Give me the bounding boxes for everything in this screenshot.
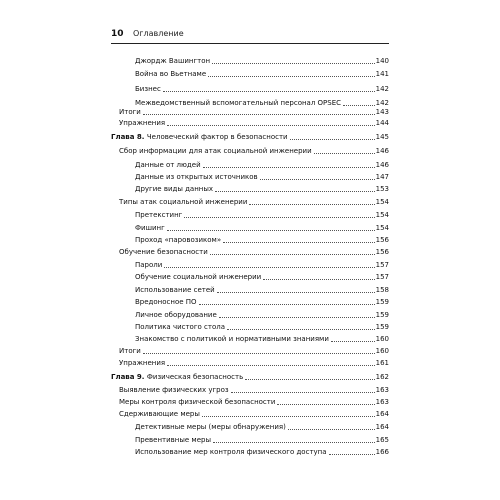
toc-entry [135,309,389,320]
toc-title-text: Данные от людей [135,161,201,169]
toc-entry [135,421,389,432]
toc-entry [119,196,389,207]
toc-entry [119,408,389,419]
toc-page-number: 164 [375,410,389,418]
toc-entry-title [119,409,200,419]
dot-leader [213,441,375,443]
dot-leader [143,352,375,354]
dot-leader [231,391,375,393]
toc-entry [119,246,389,257]
dot-leader [245,378,374,380]
toc-page-number: 156 [375,248,389,256]
toc-page-number: 146 [375,161,389,169]
toc-title-text: Использование сетей [135,286,215,294]
toc-entry [119,357,389,368]
dot-leader [249,203,374,205]
toc-entry-title [135,56,210,66]
toc-page-number: 159 [375,311,389,319]
dot-leader [290,138,375,140]
toc-title-text: Бизнес [135,85,161,93]
toc-entry-title [119,247,208,257]
toc-entry [135,68,389,79]
toc-page-number: 143 [375,108,389,116]
toc-entry [119,345,389,356]
dot-leader [167,229,375,231]
dot-leader [227,328,375,330]
dot-leader [202,415,375,417]
toc-page-number: 160 [375,347,389,355]
toc-page-number: 163 [375,398,389,406]
toc-page-number: 146 [375,147,389,155]
toc-entry [135,296,389,307]
toc-entry [135,284,389,295]
toc-page-number: 153 [375,185,389,193]
toc-title-text: Детективные меры (меры обнаружения) [135,423,286,431]
toc-entry [119,396,389,407]
dot-leader [314,152,375,154]
chapter-label: Глава 9. [111,373,145,381]
dot-leader [208,75,375,77]
toc-page-number: 154 [375,224,389,232]
toc-entry-title [135,297,197,307]
toc-page-number: 156 [375,236,389,244]
toc-page-number: 157 [375,261,389,269]
toc-title-text: Данные из открытых источников [135,173,258,181]
toc-entry [135,171,389,182]
dot-leader [143,113,375,115]
toc-title-text: Выявление физических угроз [119,386,229,394]
toc-page-number: 147 [375,173,389,181]
dot-leader [277,403,374,405]
dot-leader [167,124,375,126]
dot-leader [184,216,374,218]
toc-page-number: 142 [375,85,389,93]
toc-page-number: 163 [375,386,389,394]
toc-title-text: Типы атак социальной инженерии [119,198,248,206]
section-title: Оглавление [133,29,184,38]
toc-entry-title [135,223,165,233]
dot-leader [288,428,375,430]
toc-entry-title [135,422,286,432]
toc-page-number: 162 [375,373,389,381]
toc-entry [135,183,389,194]
page-number: 10 [111,29,124,39]
dot-leader [219,316,375,318]
toc-entry-title [135,447,327,457]
toc-entry [135,234,389,245]
toc-title-text: Проход «паровозиком» [135,236,222,244]
toc-title-text: Война во Вьетнаме [135,70,207,78]
toc-page-number: 154 [375,211,389,219]
toc-page-number: 145 [375,133,389,141]
toc-title-text: Физическая безопасность [146,373,244,381]
toc-title-text: Упражнения [119,119,166,127]
toc-entry-title [135,285,215,295]
toc-entry-title [135,272,261,282]
toc-entry [119,117,389,128]
toc-page-number: 161 [375,359,389,367]
toc-page-number: 166 [375,448,389,456]
toc-page-number: 142 [375,99,389,107]
toc-entry-title [135,84,161,94]
toc-entry-title [135,210,182,220]
toc-entry-title [119,107,141,117]
dot-leader [331,340,375,342]
toc-page-number: 144 [375,119,389,127]
dot-leader [263,278,374,280]
dot-leader [212,62,375,64]
toc-page-number: 159 [375,323,389,331]
dot-leader [163,90,375,92]
dot-leader [260,178,375,180]
toc-page-number: 141 [375,70,389,78]
toc-entry-title [119,358,165,368]
toc-entry-title [135,260,162,270]
toc-title-text: Вредоносное ПО [135,298,197,306]
toc-entry-title [119,118,165,128]
toc-title-text: Знакомство с политикой и нормативными знаниями [135,335,329,343]
toc-entry [119,106,389,117]
toc-entry [135,259,389,270]
toc-title-text: Другие виды данных [135,185,214,193]
toc-title-text: Сдерживающие меры [119,410,200,418]
toc-page-number: 159 [375,298,389,306]
dot-leader [210,253,375,255]
toc-title-text: Политика чистого стола [135,323,225,331]
toc-title-text: Упражнения [119,359,166,367]
toc-entry [119,384,389,395]
toc-page-number: 140 [375,57,389,65]
dot-leader [167,364,375,366]
toc-page-number: 157 [375,273,389,281]
dot-leader [199,303,375,305]
toc-entry [135,159,389,170]
toc-title-text: Фишинг [135,224,165,232]
toc-title-text: Личное оборудование [135,311,217,319]
toc-title-text: Итоги [119,108,141,116]
dot-leader [203,166,375,168]
dot-leader [329,453,375,455]
toc-entry-title [119,346,141,356]
toc-entry [135,83,389,94]
toc-title-text: Человеческий фактор в безопасности [146,133,288,141]
toc-title-text: Итоги [119,347,141,355]
toc-entry [135,446,389,457]
dot-leader [164,266,374,268]
toc-entry-title [135,322,225,332]
toc-entry-title [135,184,213,194]
toc-page-number: 158 [375,286,389,294]
toc-entry-title [135,435,211,445]
toc-chapter [111,371,389,382]
toc-entry-title [119,385,229,395]
toc-title-text: Обучение безопасности [119,248,208,256]
toc-entry-title [135,160,201,170]
dot-leader [217,291,375,293]
toc-entry [135,333,389,344]
toc-page-number: 160 [375,335,389,343]
toc-title-text: Претекстинг [135,211,183,219]
toc-entry-title [135,334,329,344]
toc-title-text: Меры контроля физической безопасности [119,398,276,406]
toc-title-text: Сбор информации для атак социальной инженерии [119,147,312,155]
toc-entry [135,271,389,282]
toc-entry [135,55,389,66]
chapter-label: Глава 8. [111,133,145,141]
dot-leader [223,241,375,243]
toc-entry-title [111,132,288,142]
toc-entry [135,321,389,332]
toc-chapter [111,131,389,142]
toc-entry-title [119,197,247,207]
toc-entry-title [135,310,217,320]
toc-entry [119,145,389,156]
toc-entry-title [135,235,221,245]
toc-title-text: Превентивные меры [135,436,211,444]
toc-entry [135,222,389,233]
toc-entry-title [111,372,243,382]
toc-entry-title [135,172,258,182]
toc-page-number: 165 [375,436,389,444]
toc-entry [135,209,389,220]
toc-entry [135,434,389,445]
toc-title-text: Обучение социальной инженерии [135,273,262,281]
toc-page-number: 154 [375,198,389,206]
toc-entry-title [119,146,312,156]
dot-leader [215,190,375,192]
toc-title-text: Джордж Вашингтон [135,57,211,65]
toc-entry-title [119,397,275,407]
toc-page-number: 164 [375,423,389,431]
toc-title-text: Межведомственный вспомогательный персонал OPSEC [135,99,342,107]
toc-title-text: Пароли [135,261,163,269]
toc-title-text: Использование мер контроля физического доступа [135,448,327,456]
toc-entry-title [135,69,206,79]
